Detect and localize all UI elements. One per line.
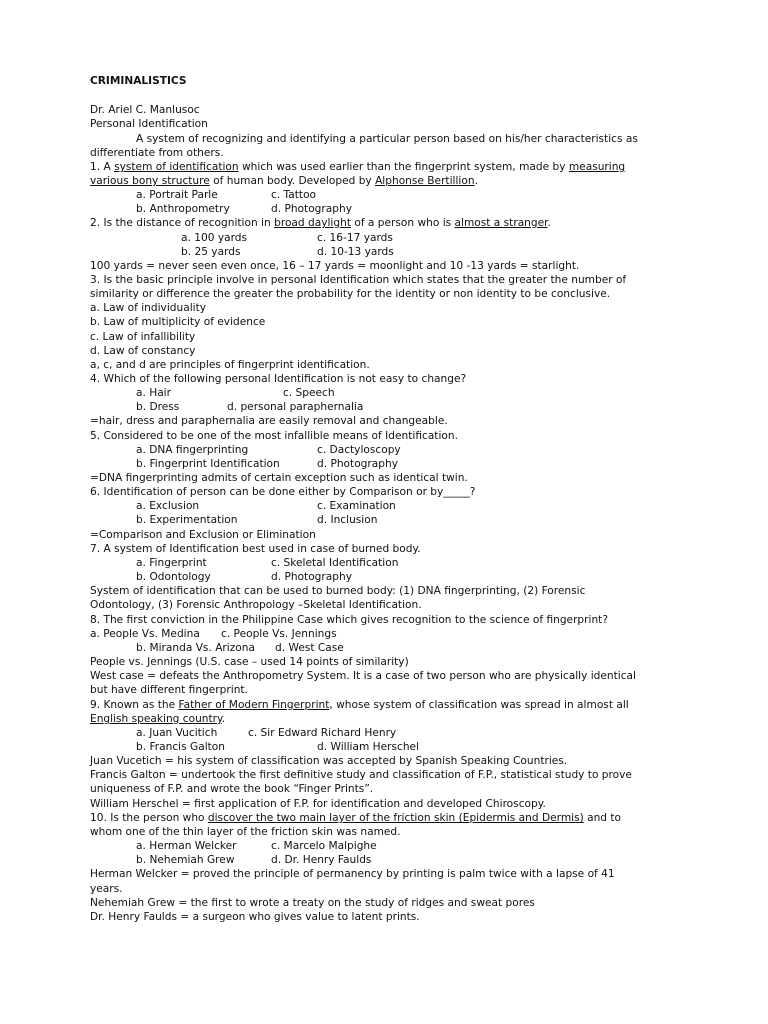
question-4: 4. Which of the following personal Identification is not easy to change? bbox=[90, 373, 467, 385]
question-4-option-b: b. Dress bbox=[136, 401, 180, 413]
intro-line-1: A system of recognizing and identifying a particular person based on his/her characteristics as bbox=[136, 133, 638, 145]
question-3-note: a, c, and d are principles of fingerprint identification. bbox=[90, 359, 370, 371]
question-6-option-b: b. Experimentation bbox=[136, 514, 238, 526]
question-8-note-2-line-1: West case = defeats the Anthropometry System. It is a case of two person who are physically identical bbox=[90, 670, 636, 682]
question-9-note-1: Juan Vucetich = his system of classification was accepted by Spanish Speaking Countries. bbox=[90, 755, 568, 767]
question-8-note-1: People vs. Jennings (U.S. case – used 14 points of similarity) bbox=[90, 656, 409, 668]
question-6-option-a: a. Exclusion bbox=[136, 500, 200, 512]
question-1-option-c: c. Tattoo bbox=[271, 189, 317, 201]
question-5: 5. Considered to be one of the most infallible means of Identification. bbox=[90, 430, 458, 442]
question-4-option-a: a. Hair bbox=[136, 387, 171, 399]
question-9-note-2-line-2: uniqueness of F.P. and wrote the book “Finger Prints”. bbox=[90, 783, 374, 795]
question-10-note-1-line-1: Herman Welcker = proved the principle of permanency by printing is palm twice with a lapse of 41 bbox=[90, 868, 615, 880]
question-5-option-a: a. DNA fingerprinting bbox=[136, 444, 249, 456]
question-10-option-c: c. Marcelo Malpighe bbox=[271, 840, 377, 852]
question-5-option-b: b. Fingerprint Identification bbox=[136, 458, 280, 470]
question-8-note-2-line-2: but have different fingerprint. bbox=[90, 684, 248, 696]
question-9-note-2-line-1: Francis Galton = undertook the first definitive study and classification of F.P., statistical study to prove bbox=[90, 769, 632, 781]
question-3-option-b: b. Law of multiplicity of evidence bbox=[90, 316, 266, 328]
question-4-option-d: d. personal paraphernalia bbox=[227, 401, 364, 413]
question-8-option-c: c. People Vs. Jennings bbox=[221, 628, 337, 640]
question-2-option-a: a. 100 yards bbox=[181, 232, 247, 244]
question-9-line-1: 9. Known as the Father of Modern Fingerprint, whose system of classification was spread in almost all bbox=[90, 699, 629, 711]
question-1-option-b: b. Anthropometry bbox=[136, 203, 230, 215]
document-title: CRIMINALISTICS bbox=[90, 75, 187, 87]
question-1-line-1: 1. A system of identification which was used earlier than the fingerprint system, made by measuring bbox=[90, 161, 626, 173]
question-3-option-a: a. Law of individuality bbox=[90, 302, 207, 314]
question-2-option-b: b. 25 yards bbox=[181, 246, 241, 258]
question-3-option-d: d. Law of constancy bbox=[90, 345, 196, 357]
question-10-line-1: 10. Is the person who discover the two main layer of the friction skin (Epidermis and Dermis) and to bbox=[90, 812, 622, 824]
question-6-option-c: c. Examination bbox=[317, 500, 396, 512]
question-4-note: =hair, dress and paraphernalia are easily removal and changeable. bbox=[90, 415, 448, 427]
question-9-option-d: d. William Herschel bbox=[317, 741, 420, 753]
question-9-line-2: English speaking country. bbox=[90, 713, 226, 725]
question-2-note: 100 yards = never seen even once, 16 – 17 yards = moonlight and 10 -13 yards = starlight. bbox=[90, 260, 580, 272]
question-1-option-d: d. Photography bbox=[271, 203, 352, 215]
question-2: 2. Is the distance of recognition in broad daylight of a person who is almost a stranger. bbox=[90, 217, 551, 229]
question-9-note-3: William Herschel = first application of F.P. for identification and developed Chiroscopy. bbox=[90, 798, 546, 810]
question-6-note: =Comparison and Exclusion or Elimination bbox=[90, 529, 316, 541]
question-10-line-2: whom one of the thin layer of the friction skin was named. bbox=[90, 826, 401, 838]
question-10-option-b: b. Nehemiah Grew bbox=[136, 854, 235, 866]
question-3-option-c: c. Law of infallibility bbox=[90, 331, 196, 343]
question-7-option-d: d. Photography bbox=[271, 571, 352, 583]
question-5-option-d: d. Photography bbox=[317, 458, 398, 470]
question-7-option-c: c. Skeletal Identification bbox=[271, 557, 399, 569]
question-8-option-a: a. People Vs. Medina bbox=[90, 628, 200, 640]
question-9-option-b: b. Francis Galton bbox=[136, 741, 225, 753]
question-8-option-b: b. Miranda Vs. Arizona bbox=[136, 642, 255, 654]
question-7-option-a: a. Fingerprint bbox=[136, 557, 207, 569]
question-10-option-d: d. Dr. Henry Faulds bbox=[271, 854, 372, 866]
question-7-option-b: b. Odontology bbox=[136, 571, 211, 583]
question-1-option-a: a. Portrait Parle bbox=[136, 189, 218, 201]
question-7-note-line-1: System of identification that can be used to burned body: (1) DNA fingerprinting, (2) Forensic bbox=[90, 585, 586, 597]
question-4-option-c: c. Speech bbox=[283, 387, 335, 399]
question-10-note-2: Nehemiah Grew = the first to wrote a treaty on the study of ridges and sweat pores bbox=[90, 897, 535, 909]
question-3-line-1: 3. Is the basic principle involve in personal Identification which states that the greater the number of bbox=[90, 274, 627, 286]
question-7: 7. A system of Identification best used in case of burned body. bbox=[90, 543, 421, 555]
question-3-line-2: similarity or difference the greater the probability for the identity or non identity to be conclusive. bbox=[90, 288, 611, 300]
question-2-option-d: d. 10-13 yards bbox=[317, 246, 394, 258]
question-7-note-line-2: Odontology, (3) Forensic Anthropology –Skeletal Identification. bbox=[90, 599, 422, 611]
subject-line: Personal Identification bbox=[90, 118, 208, 130]
question-9-option-c: c. Sir Edward Richard Henry bbox=[248, 727, 397, 739]
question-1-line-2: various bony structure of human body. Developed by Alphonse Bertillion. bbox=[90, 175, 478, 187]
question-8-option-d: d. West Case bbox=[275, 642, 344, 654]
question-6: 6. Identification of person can be done either by Comparison or by_____? bbox=[90, 486, 476, 498]
question-10-note-1-line-2: years. bbox=[90, 883, 123, 895]
intro-line-2: differentiate from others. bbox=[90, 147, 224, 159]
question-10-note-3: Dr. Henry Faulds = a surgeon who gives value to latent prints. bbox=[90, 911, 420, 923]
question-5-note: =DNA fingerprinting admits of certain exception such as identical twin. bbox=[90, 472, 468, 484]
author-line: Dr. Ariel C. Manlusoc bbox=[90, 104, 200, 116]
question-6-option-d: d. Inclusion bbox=[317, 514, 378, 526]
question-5-option-c: c. Dactyloscopy bbox=[317, 444, 401, 456]
question-9-option-a: a. Juan Vucitich bbox=[136, 727, 218, 739]
question-8: 8. The first conviction in the Philippine Case which gives recognition to the science of fingerprint? bbox=[90, 614, 608, 626]
question-2-option-c: c. 16-17 yards bbox=[317, 232, 393, 244]
question-10-option-a: a. Herman Welcker bbox=[136, 840, 237, 852]
